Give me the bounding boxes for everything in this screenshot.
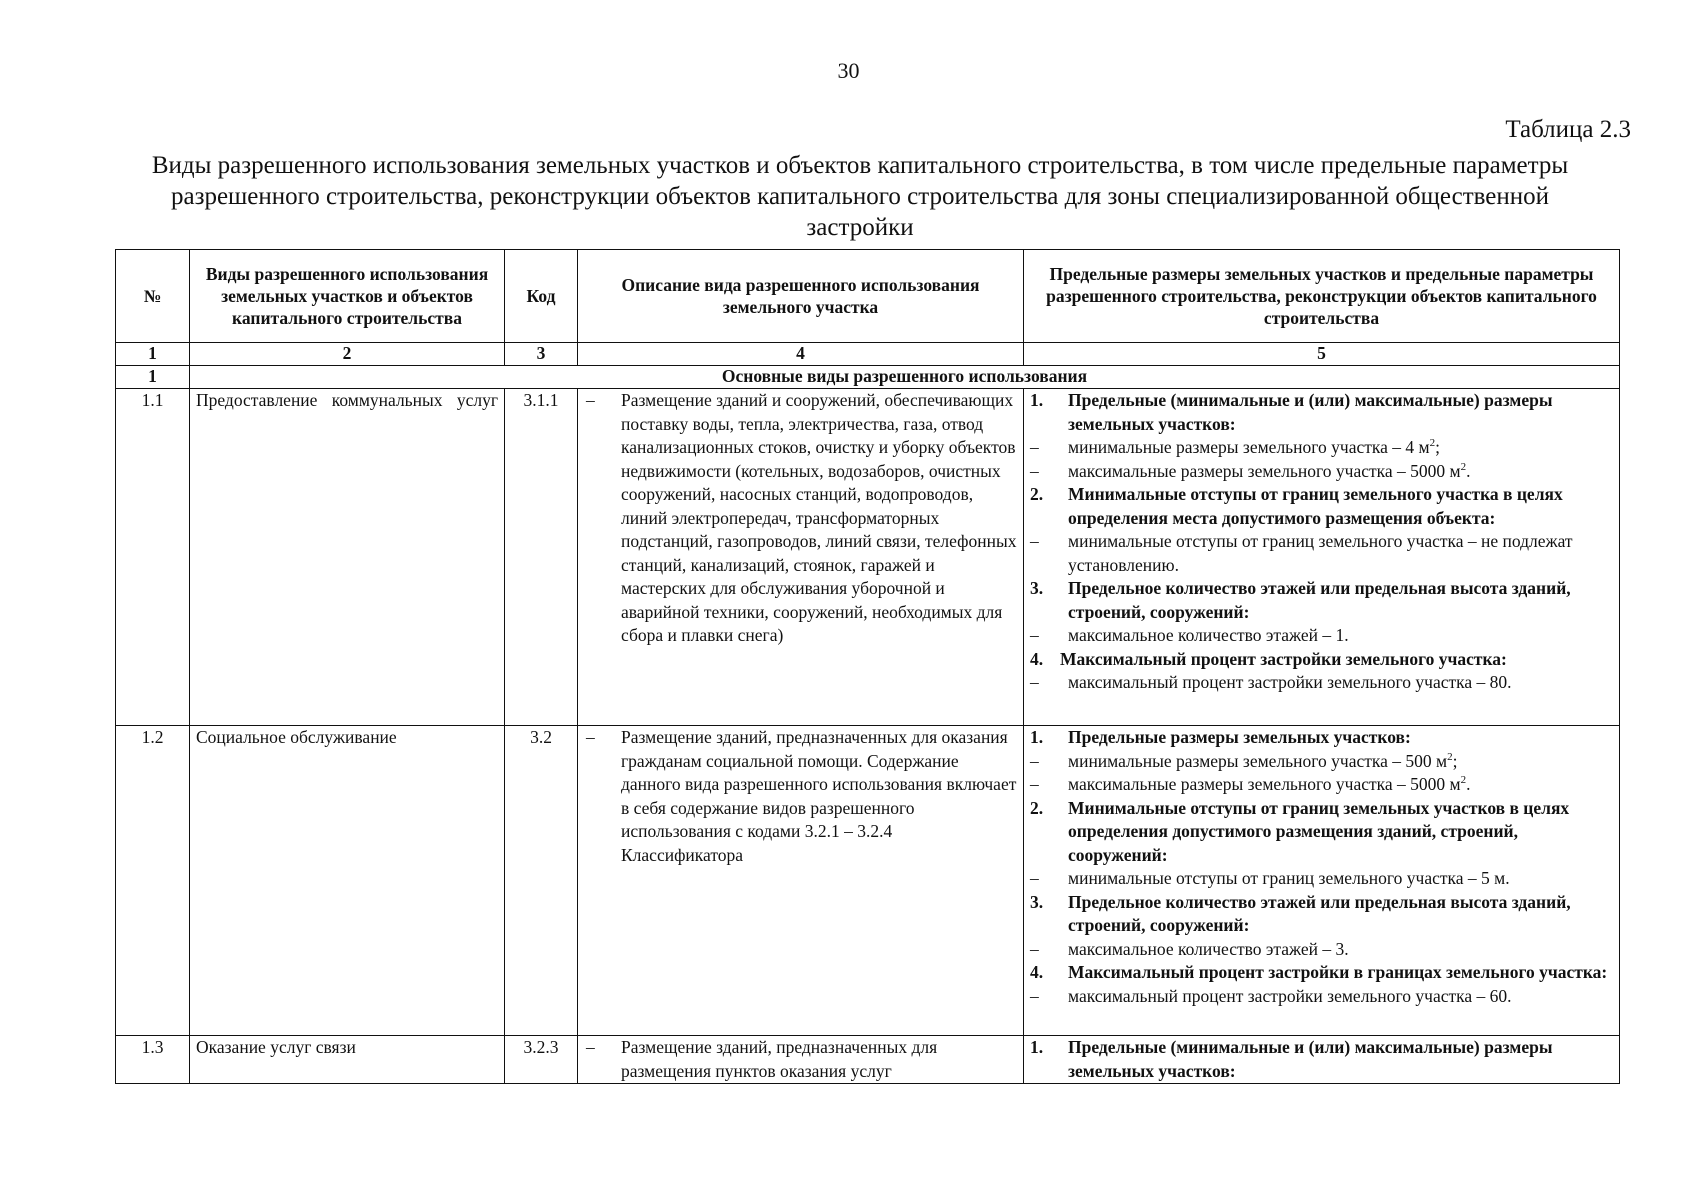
row-code: 3.1.1 xyxy=(505,389,578,726)
row-number: 1.3 xyxy=(116,1036,190,1084)
table-row xyxy=(116,389,1620,726)
row-description: Размещение зданий, предназначенных для оказания гражданам социальной помощи. Содержание данного вида разрешенного использования включает в себя содержание видов разрешенного использования с кодами 3.2.1 – 3.2.4 Классификатора xyxy=(621,727,1017,865)
row-code: 3.2.3 xyxy=(505,1036,578,1084)
parameter-text: максимальное количество этажей – 3. xyxy=(1068,938,1349,959)
parameter-heading xyxy=(1030,1036,1613,1083)
parameter-value xyxy=(1030,750,1613,774)
parameter-marker: – xyxy=(1030,437,1039,457)
parameter-text: Предельные (минимальные и (или) максимальные) размеры земельных участков: xyxy=(1068,390,1553,434)
table-title: Виды разрешенного использования земельных участков и объектов капитального строительства, в том числе предельные параметры разрешенного строительства, реконструкции объектов капитального строительства для зоны специализированной общественной застройки xyxy=(151,152,1569,241)
parameter-text: максимальный процент застройки земельного участка – 60. xyxy=(1068,985,1512,1006)
parameter-marker: – xyxy=(1030,868,1039,888)
parameter-value xyxy=(1030,530,1613,577)
parameter-marker: – xyxy=(1030,531,1039,551)
parameter-value xyxy=(1030,460,1613,484)
parameter-marker: 2. xyxy=(1030,797,1044,818)
parameter-value xyxy=(1030,867,1613,891)
parameter-text: Предельное количество этажей или предельная высота зданий, строений, сооружений: xyxy=(1068,891,1571,935)
column-number: 1 xyxy=(116,343,190,366)
parameter-marker: 2. xyxy=(1030,484,1044,504)
parameter-text: минимальные отступы от границ земельного участка – 5 м. xyxy=(1068,868,1510,888)
land-use-table xyxy=(115,249,1620,1084)
section-row xyxy=(116,366,1620,389)
parameter-marker: 1. xyxy=(1030,390,1044,410)
parameter-heading xyxy=(1030,891,1613,938)
parameter-marker: – xyxy=(1030,625,1039,645)
row-description-cell xyxy=(578,726,1024,1036)
table-row xyxy=(116,1036,1620,1084)
section-title: Основные виды разрешенного использования xyxy=(190,366,1620,389)
superscript: 2 xyxy=(1429,437,1436,450)
parameter-value xyxy=(1030,985,1613,1009)
parameter-text: Предельные размеры земельных участков: xyxy=(1068,727,1411,747)
parameter-text: Минимальные отступы от границ земельного участка в целях определения места допустимого размещения объекта: xyxy=(1068,484,1563,528)
column-number: 5 xyxy=(1024,343,1620,366)
parameter-marker: 1. xyxy=(1030,1037,1044,1057)
row-parameters xyxy=(1024,1036,1620,1084)
parameter-heading xyxy=(1030,483,1613,530)
row-description-cell xyxy=(578,389,1024,726)
row-use-type: Предоставление коммунальных услуг xyxy=(190,389,505,726)
row-description: Размещение зданий и сооружений, обеспечивающих поставку воды, тепла, электричества, газа, отвод канализационных стоков, очистку и уборку объектов недвижимости (котельных, водозаборов, очистных сооружений, насосных станций, водопроводов, линий электропередач, трансформаторных подстанций, газопроводов, линий связи, телефонных станций, канализаций, стоянок, гаражей и мастерских для обслуживания уборочной и аварийной техники, сооружений, необходимых для сбора и плавки снега) xyxy=(621,390,1017,645)
parameter-marker: 1. xyxy=(1030,727,1044,747)
parameter-text: минимальные размеры земельного участка – 4 $м^2$; xyxy=(1068,437,1440,457)
parameter-marker: – xyxy=(1030,774,1039,794)
parameter-text: Максимальный процент застройки земельного участка: xyxy=(1060,648,1507,669)
page-number: 30 xyxy=(837,58,860,83)
row-use-type: Оказание услуг связи xyxy=(190,1036,505,1084)
parameter-marker: – xyxy=(1030,750,1039,771)
parameter-text: минимальные размеры земельного участка – 500 $м^2$; xyxy=(1068,750,1458,771)
parameter-marker: 3. xyxy=(1030,891,1044,912)
row-description: Размещение зданий, предназначенных для размещения пунктов оказания услуг xyxy=(621,1037,938,1081)
parameter-text: Минимальные отступы от границ земельных участков в целях определения допустимого размещения зданий, строений, сооружений: xyxy=(1068,797,1570,865)
parameter-value xyxy=(1030,436,1613,460)
parameter-marker: 3. xyxy=(1030,578,1044,598)
parameter-text: максимальное количество этажей – 1. xyxy=(1068,625,1349,645)
parameter-heading xyxy=(1030,726,1613,750)
parameter-marker: – xyxy=(1030,985,1039,1006)
superscript: 2 xyxy=(1460,774,1467,787)
dash-marker: – xyxy=(586,390,595,410)
row-use-type: Социальное обслуживание xyxy=(190,726,505,1036)
parameter-text: максимальные размеры земельного участка – 5000 $м^2$. xyxy=(1068,774,1471,794)
parameter-marker: – xyxy=(1030,460,1039,481)
column-number: 3 xyxy=(505,343,578,366)
parameter-text: минимальные отступы от границ земельного участка – не подлежат установлению. xyxy=(1068,531,1573,575)
parameter-text: Предельные (минимальные и (или) максимальные) размеры земельных участков: xyxy=(1068,1037,1553,1081)
row-number: 1.1 xyxy=(116,389,190,726)
row-parameters xyxy=(1024,726,1620,1036)
row-parameters xyxy=(1024,389,1620,726)
dash-marker: – xyxy=(586,727,595,747)
parameter-text: максимальные размеры земельного участка – 5000 $м^2$. xyxy=(1068,460,1471,481)
parameter-heading xyxy=(1030,648,1613,672)
row-description-cell xyxy=(578,1036,1024,1084)
header-code: Код xyxy=(505,250,578,343)
parameter-value xyxy=(1030,624,1613,648)
section-number: 1 xyxy=(116,366,190,389)
parameter-text: Максимальный процент застройки в границах земельного участка: xyxy=(1068,962,1608,982)
table-label: Таблица 2.3 xyxy=(1505,116,1631,143)
parameter-heading xyxy=(1030,577,1613,624)
header-description: Описание вида разрешенного использования земельного участка xyxy=(578,250,1024,343)
parameter-text: максимальный процент застройки земельного участка – 80. xyxy=(1068,672,1512,692)
parameter-heading xyxy=(1030,961,1613,985)
table-header-row xyxy=(116,250,1620,343)
parameter-marker: – xyxy=(1030,938,1039,959)
parameter-marker: – xyxy=(1030,672,1039,692)
parameter-text: Предельное количество этажей или предельная высота зданий, строений, сооружений: xyxy=(1068,578,1571,622)
parameter-value xyxy=(1030,671,1613,695)
parameter-heading xyxy=(1030,389,1613,436)
superscript: 2 xyxy=(1460,460,1467,473)
header-parameters: Предельные размеры земельных участков и предельные параметры разрешенного строительства, реконструкции объектов капитального строительства xyxy=(1024,250,1620,343)
row-number: 1.2 xyxy=(116,726,190,1036)
column-number: 2 xyxy=(190,343,505,366)
parameter-heading xyxy=(1030,797,1613,868)
parameter-marker: 4. xyxy=(1030,648,1044,669)
parameter-value xyxy=(1030,938,1613,962)
row-code: 3.2 xyxy=(505,726,578,1036)
parameter-marker: 4. xyxy=(1030,962,1044,982)
table-row xyxy=(116,726,1620,1036)
superscript: 2 xyxy=(1447,750,1453,763)
parameter-value xyxy=(1030,773,1613,797)
column-number: 4 xyxy=(578,343,1024,366)
dash-marker: – xyxy=(586,1037,595,1057)
header-use-type: Виды разрешенного использования земельных участков и объектов капитального строительства xyxy=(190,250,505,343)
column-number-row xyxy=(116,343,1620,366)
header-number: № xyxy=(116,250,190,343)
